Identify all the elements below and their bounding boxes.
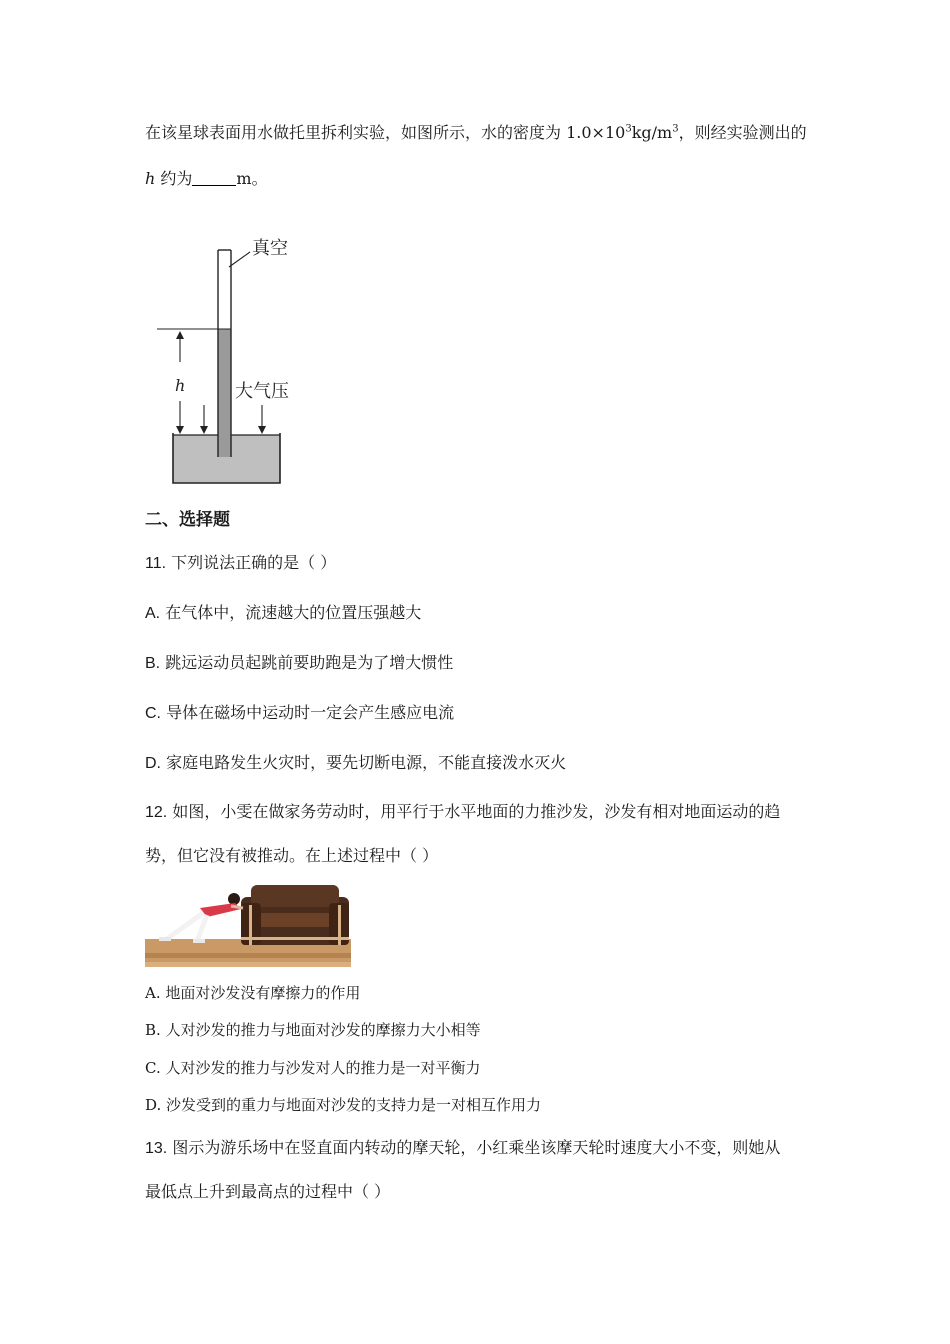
q12-option-d[interactable]: D. 沙发受到的重力与地面对沙发的支持力是一对相互作用力	[145, 1096, 542, 1114]
q11-option-a[interactable]: A. 在气体中，流速越大的位置压强越大	[145, 603, 422, 622]
person-shoe-front	[193, 939, 205, 943]
q12-option-a[interactable]: A. 地面对沙发没有摩擦力的作用	[145, 984, 361, 1002]
photo-floor-strip	[145, 953, 351, 958]
sofa-back	[251, 885, 339, 907]
answer-blank[interactable]	[192, 169, 236, 186]
pressure-arrow-right-head	[258, 426, 266, 434]
photo-floor-strip-2	[145, 962, 351, 967]
sofa-seat	[261, 913, 329, 927]
pressure-arrow-left-head	[200, 426, 208, 434]
intro-line-2: h 约为 m。	[145, 169, 268, 188]
q12-option-c[interactable]: C. 人对沙发的推力与沙发对人的推力是一对平衡力	[145, 1059, 481, 1077]
sofa-push-photo	[145, 883, 351, 967]
q12-stem-line-1: 12. 如图，小雯在做家务劳动时，用平行于水平地面的力推沙发，沙发有相对地面运动的趋	[145, 802, 781, 821]
h-label: h	[175, 376, 186, 395]
person-arm	[231, 906, 243, 908]
vacuum-label: 真空	[252, 238, 288, 259]
q12-stem-line-2: 势，但它没有被推动。在上述过程中（ ）	[145, 846, 439, 865]
q11-option-d[interactable]: D. 家庭电路发生火灾时，要先切断电源，不能直接泼水灭火	[145, 753, 567, 772]
intro-line-1: 在该星球表面用水做托里拆利实验，如图所示，水的密度为 $1.0\times 10^3kg/m^3$，则经实验测出的	[145, 123, 807, 142]
q13-stem-line-2: 最低点上升到最高点的过程中（ ）	[145, 1182, 391, 1201]
section-title: 二、选择题	[145, 510, 230, 530]
q11-option-b[interactable]: B. 跳远运动员起跳前要助跑是为了增大惯性	[145, 653, 454, 672]
sofa-trim-base	[241, 937, 349, 940]
h-arrow-down-head	[176, 426, 184, 434]
pressure-label: 大气压	[235, 381, 289, 402]
h-arrow-up-head	[176, 331, 184, 339]
person-shoe-back	[159, 937, 171, 941]
q11-stem: 11. 下列说法正确的是（ ）	[145, 553, 337, 572]
torricelli-diagram	[145, 230, 315, 490]
q12-option-b[interactable]: B. 人对沙发的推力与地面对沙发的摩擦力大小相等	[145, 1021, 481, 1039]
tube-column	[218, 329, 231, 457]
q13-stem-line-1: 13. 图示为游乐场中在竖直面内转动的摩天轮，小红乘坐该摩天轮时速度大小不变，则她从	[145, 1138, 781, 1157]
vacuum-leader-line	[229, 252, 250, 267]
q11-option-c[interactable]: C. 导体在磁场中运动时一定会产生感应电流	[145, 703, 455, 722]
